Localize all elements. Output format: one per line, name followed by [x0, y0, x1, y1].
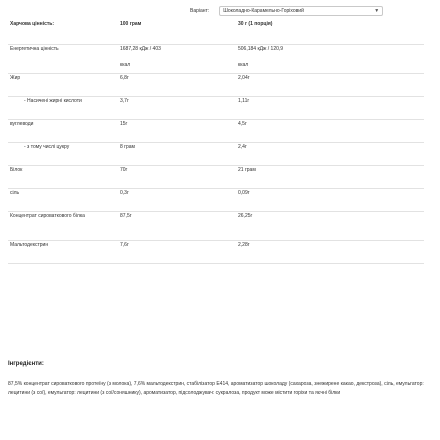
ingredients-title: Інгредієнти:	[8, 361, 44, 367]
nutrient-per100: 70г	[118, 166, 236, 189]
variant-select[interactable]	[219, 6, 383, 16]
variant-row	[190, 6, 383, 16]
nutrient-label: Концентрат сироваткового білка	[8, 212, 118, 241]
nutrient-per100: 7,6г	[118, 241, 236, 264]
nutrition-row	[8, 120, 424, 143]
nutrient-label: Мальтодекстрин	[8, 241, 118, 264]
header-per100: 100 грам	[118, 20, 236, 45]
nutrient-label: - з тому числі цукру	[8, 143, 118, 166]
nutrition-header-row	[8, 20, 424, 45]
nutrient-per100: 15г	[118, 120, 236, 143]
nutrient-perserving: 1,11г	[236, 97, 424, 120]
nutrient-per100: 0,3г	[118, 189, 236, 212]
nutrient-label: Білок	[8, 166, 118, 189]
nutrition-row	[8, 241, 424, 264]
energy-per100-value: 1687,28 кДж / 403	[120, 46, 161, 52]
energy-perserving	[236, 45, 424, 74]
energy-perserving-unit: ккал	[238, 62, 249, 68]
header-label: Харчова цінність:	[8, 20, 118, 45]
nutrient-perserving: 21 грам	[236, 166, 424, 189]
nutrient-per100: 87,5г	[118, 212, 236, 241]
header-perserving: 30 г (1 порція)	[236, 20, 424, 45]
nutrient-label: вуглеводи	[8, 120, 118, 143]
chevron-down-icon: ▼	[374, 8, 380, 14]
nutrient-perserving: 26,25г	[236, 212, 424, 241]
nutrition-table	[8, 20, 424, 264]
energy-per100	[118, 45, 236, 74]
nutrient-perserving: 2,4г	[236, 143, 424, 166]
nutrition-row	[8, 97, 424, 120]
energy-perserving-value: 506,184 кДж / 120,9	[238, 46, 284, 52]
nutrition-row	[8, 189, 424, 212]
nutrient-label: - Насичені жирні кислоти	[8, 97, 118, 120]
nutrient-label: Жир	[8, 74, 118, 97]
nutrient-per100: 6,8г	[118, 74, 236, 97]
variant-selected-value: Шоколадно-Карамельно-Горіховий	[223, 8, 304, 14]
energy-row	[8, 45, 424, 74]
nutrition-row	[8, 74, 424, 97]
energy-per100-unit: ккал	[120, 62, 131, 68]
nutrition-row	[8, 166, 424, 189]
ingredients-text: 87,5% концентрат сироваткового протеїну (з молока), 7,6% мальтодекстрин, стабілізатор Е414, ароматизатор шоколаду (сахароза, знежирене какао, декстроза), сіль, емульгатор: лецитини (з сої), емульгатор: лецитини (з сої/соняшнику), ароматизатор, підсолоджувач: сукралоза, продукт може містити горіхи та яєчні білки	[8, 381, 424, 396]
variant-label: Варіант:	[190, 8, 210, 14]
nutrition-row	[8, 143, 424, 166]
nutrient-perserving: 4,5г	[236, 120, 424, 143]
nutrient-perserving: 0,09г	[236, 189, 424, 212]
nutrient-perserving: 2,28г	[236, 241, 424, 264]
nutrient-per100: 8 грам	[118, 143, 236, 166]
nutrient-label: сіль	[8, 189, 118, 212]
nutrition-row	[8, 212, 424, 241]
energy-label: Енергетична цінність	[8, 45, 118, 74]
nutrient-per100: 3,7г	[118, 97, 236, 120]
nutrient-perserving: 2,04г	[236, 74, 424, 97]
